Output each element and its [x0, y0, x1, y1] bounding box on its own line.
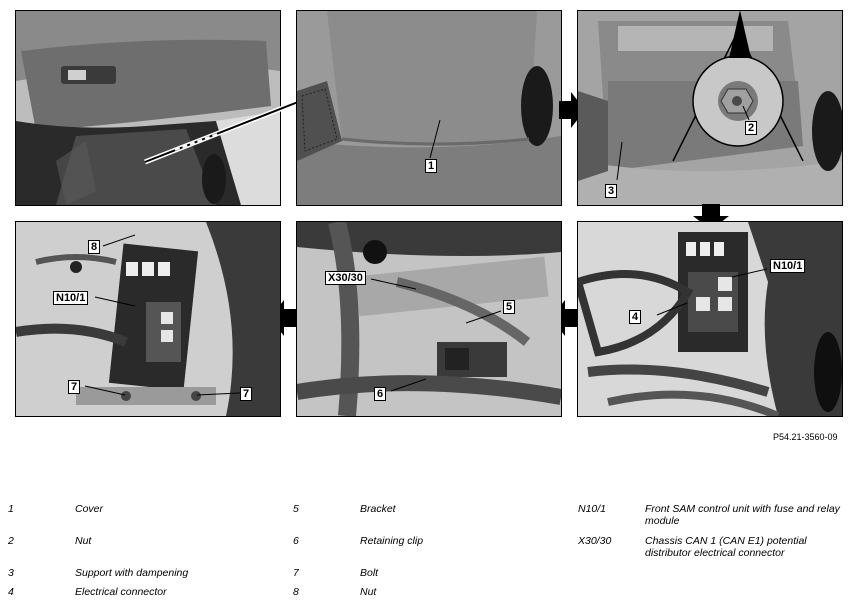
legend-text: Support with dampening [75, 567, 189, 579]
legend-code: 5 [293, 503, 299, 515]
callout-x30-30: X30/30 [325, 271, 366, 285]
callout-5: 5 [503, 300, 515, 314]
callout-1: 1 [425, 159, 437, 173]
figure-reference-code: P54.21-3560-09 [773, 432, 838, 442]
legend-code: 3 [8, 567, 14, 579]
legend-text: Cover [75, 503, 104, 515]
callout-7-left: 7 [68, 380, 80, 394]
legend-code: N10/1 [578, 503, 607, 515]
legend-code: X30/30 [578, 535, 612, 547]
legend-code: 7 [293, 567, 299, 579]
callout-4: 4 [629, 310, 641, 324]
callout-7-right: 7 [240, 387, 252, 401]
legend-code: 1 [8, 503, 14, 515]
legend-code: 4 [8, 586, 14, 598]
legend-text: Bolt [360, 567, 379, 579]
legend-code: 2 [8, 535, 14, 547]
legend-text: Bracket [360, 503, 396, 515]
legend-code: 8 [293, 586, 299, 598]
callout-2: 2 [745, 121, 757, 135]
callout-n10-1-left: N10/1 [53, 291, 88, 305]
callout-6: 6 [374, 387, 386, 401]
callout-n10-1-right: N10/1 [770, 259, 805, 273]
legend-text: Front SAM control unit with fuse and relay module [645, 503, 840, 527]
legend-text: Nut [360, 586, 377, 598]
callout-3: 3 [605, 184, 617, 198]
legend-text: Electrical connector [75, 586, 167, 598]
legend-code: 6 [293, 535, 299, 547]
legend-text: Retaining clip [360, 535, 424, 547]
legend-text: Nut [75, 535, 92, 547]
callout-8: 8 [88, 240, 100, 254]
legend-text: Chassis CAN 1 (CAN E1) potential distributor electrical connector [645, 535, 807, 559]
